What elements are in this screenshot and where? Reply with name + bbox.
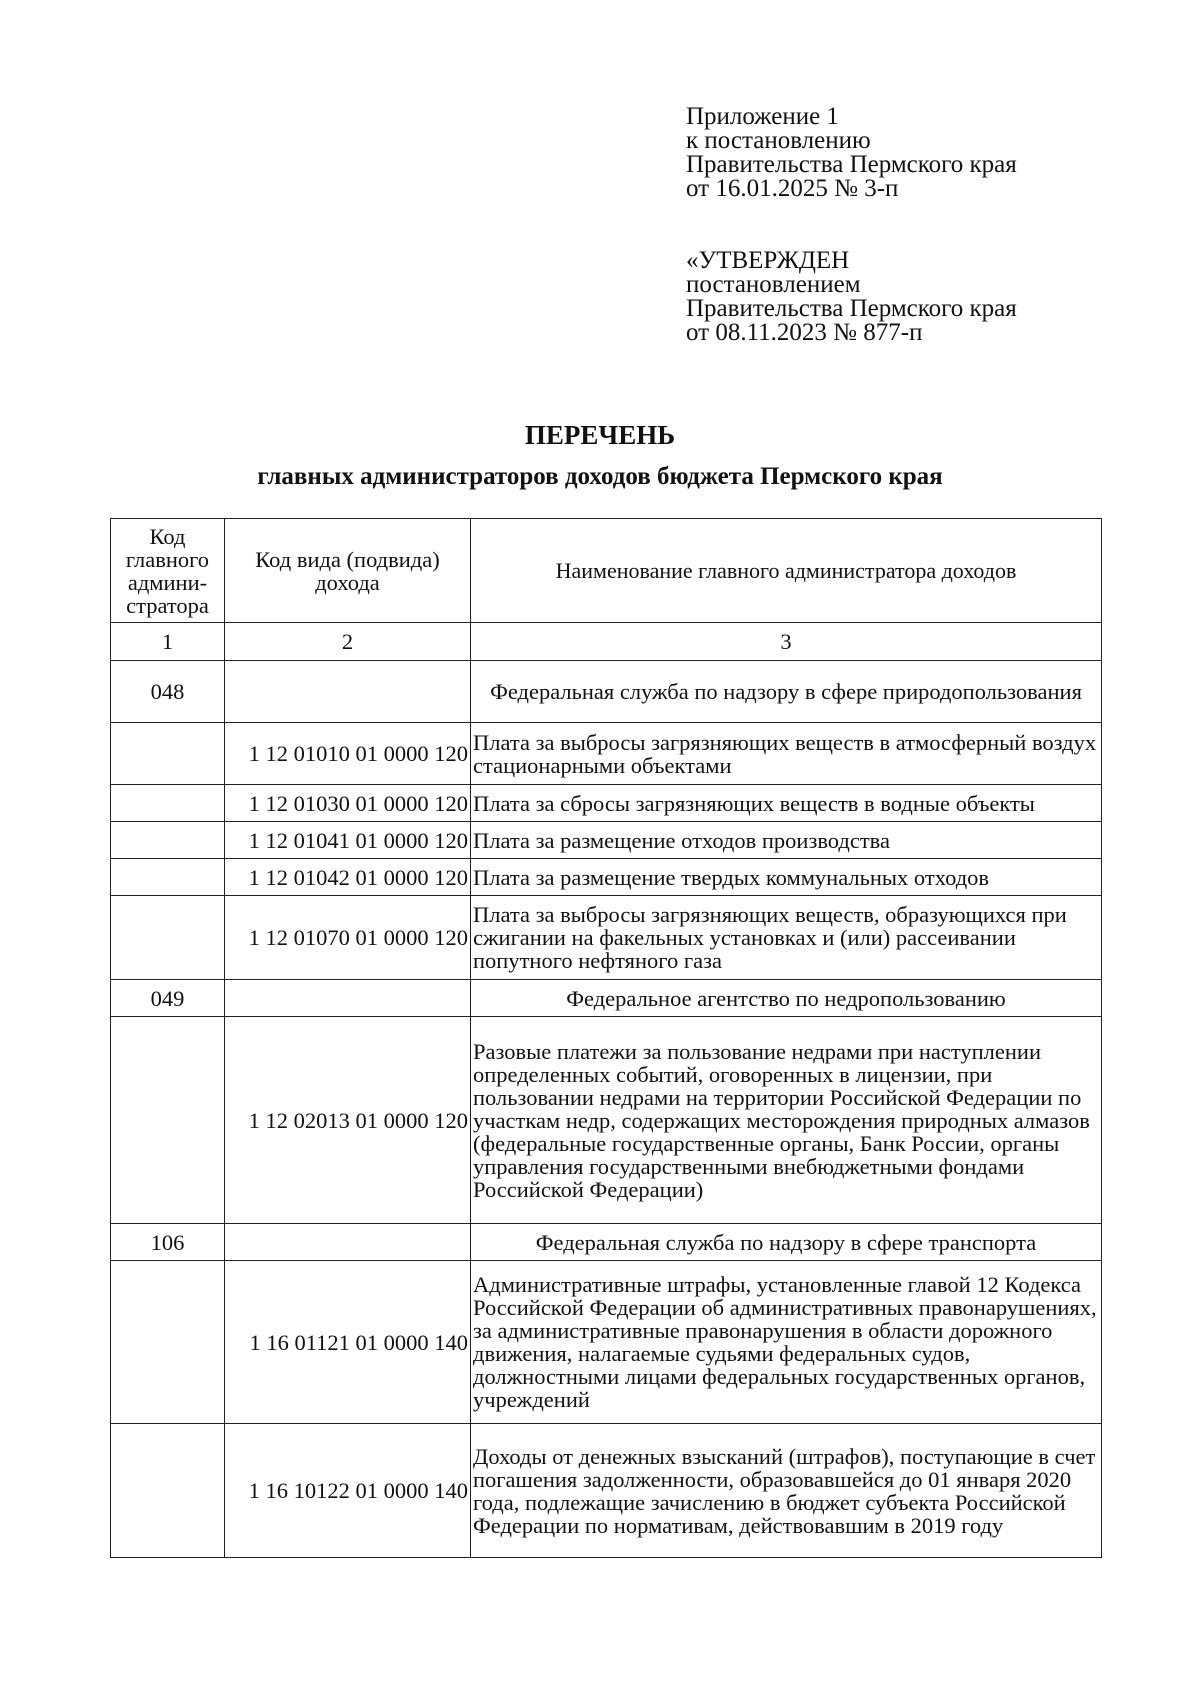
table-header-row [111,519,1102,623]
income-code: 1 12 01030 01 0000 120 [225,785,471,822]
table-row [111,1261,1102,1424]
admin-code: 048 [111,661,225,723]
income-name: Разовые платежи за пользование недрами при наступлении определенных событий, оговоренных в лицензии, при пользовании недрами на территории Российской Федерации по участкам недр, содержащих месторождения природных алмазов (федеральные государственные органы, Банк России, органы управления государственными внебюджетными фондами Российской Федерации) [471,1017,1102,1224]
empty-cell [111,723,225,785]
income-name: Доходы от денежных взысканий (штрафов), поступающие в счет погашения задолженности, образовавшейся до 01 января 2020 года, подлежащие зачислению в бюджет субъекта Российской Федерации по нормативам, действовавшим в 2019 году [471,1424,1102,1558]
admin-code: 106 [111,1224,225,1261]
empty-cell [111,822,225,859]
income-code: 1 12 02013 01 0000 120 [225,1017,471,1224]
empty-cell [111,859,225,896]
table-row [111,822,1102,859]
appendix-line-2: к постановлению [686,127,871,154]
table-row [111,1424,1102,1558]
appendix-line-3: Правительства Пермского края [686,151,1017,178]
column-number: 3 [471,623,1102,661]
header-admin-code: Код главного админи-стратора [111,519,225,623]
empty-cell [111,1017,225,1224]
column-number-row [111,623,1102,661]
income-code: 1 12 01010 01 0000 120 [225,723,471,785]
empty-cell [225,661,471,723]
appendix-line-4: от 16.01.2025 № 3-п [686,175,899,202]
income-code: 1 12 01042 01 0000 120 [225,859,471,896]
income-name: Плата за размещение твердых коммунальных отходов [471,859,1102,896]
document-title: ПЕРЕЧЕНЬ [524,420,676,450]
appendix-line-1: Приложение 1 [686,103,839,130]
column-number: 2 [225,623,471,661]
document-subtitle: главных администраторов доходов бюджета Пермского края [257,463,943,490]
empty-cell [225,980,471,1017]
empty-cell [111,1424,225,1558]
table-row [111,859,1102,896]
header-income-code: Код вида (подвида) дохода [225,519,471,623]
header-admin-name: Наименование главного администратора доходов [471,519,1102,623]
income-code: 1 12 01070 01 0000 120 [225,896,471,980]
approved-line-1: «УТВЕРЖДЕН [686,247,850,274]
table-row [111,896,1102,980]
table-row [111,785,1102,822]
income-name: Плата за сбросы загрязняющих веществ в водные объекты [471,785,1102,822]
admin-name: Федеральная служба по надзору в сфере природопользования [471,661,1102,723]
admin-name: Федеральное агентство по недропользованию [471,980,1102,1017]
income-name: Плата за размещение отходов производства [471,822,1102,859]
income-code: 1 12 01041 01 0000 120 [225,822,471,859]
income-name: Плата за выбросы загрязняющих веществ, образующихся при сжигании на факельных установках и (или) рассеивании попутного нефтяного газа [471,896,1102,980]
income-code: 1 16 10122 01 0000 140 [225,1424,471,1558]
approved-line-4: от 08.11.2023 № 877-п [686,319,923,346]
income-name: Административные штрафы, установленные главой 12 Кодекса Российской Федерации об административных правонарушениях, за административные правонарушения в области дорожного движения, налагаемые судьями федеральных судов, должностными лицами федеральных государственных органов, учреждений [471,1261,1102,1424]
admin-row-049 [111,980,1102,1017]
income-name: Плата за выбросы загрязняющих веществ в атмосферный воздух стационарными объектами [471,723,1102,785]
table-row [111,723,1102,785]
appendix-block [686,105,1017,201]
empty-cell [111,1261,225,1424]
approved-line-2: постановлением [686,271,861,298]
admin-row-048 [111,661,1102,723]
administrators-table [110,518,1102,1558]
admin-code: 049 [111,980,225,1017]
table-row [111,1017,1102,1224]
admin-name: Федеральная служба по надзору в сфере транспорта [471,1224,1102,1261]
empty-cell [111,785,225,822]
admin-row-106 [111,1224,1102,1261]
column-number: 1 [111,623,225,661]
approved-line-3: Правительства Пермского края [686,295,1017,322]
empty-cell [111,896,225,980]
empty-cell [225,1224,471,1261]
income-code: 1 16 01121 01 0000 140 [225,1261,471,1424]
approved-block [686,249,1017,345]
